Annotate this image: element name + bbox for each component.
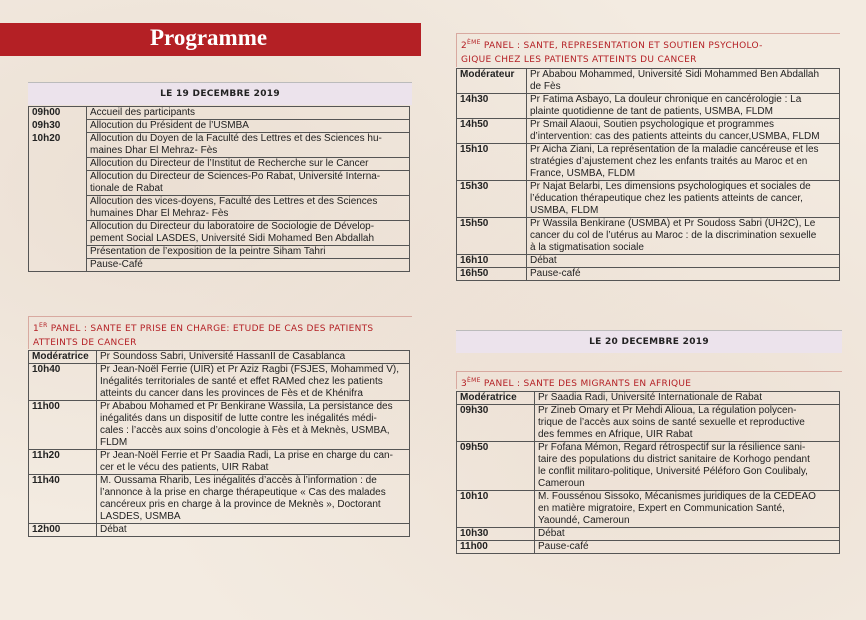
row-description: Allocution des vices-doyens, Faculté des Lettres et des Sciences humaines Dhar El Mehraz- Fès [87,196,410,221]
row-description: Pr Zineb Omary et Pr Mehdi Alioua, La régulation polycen- trique de l’accès aux soins de santé sexuelle et reproductive des femmes en Afrique, UIR Rabat [535,405,840,442]
row-time: 11h00 [457,541,535,554]
row-description: Pr Wassila Benkirane (USMBA) et Pr Soudoss Sabri (UH2C), Le cancer du col de l’utérus au Maroc : de la discrimination sexuelle à la stigmatisation sociale [527,218,840,255]
row-time: 09h50 [457,442,535,491]
schedule-row [29,259,410,272]
panel1-table [28,350,410,537]
row-description: Allocution du Doyen de la Faculté des Lettres et des Sciences hu- maines Dhar El Mehraz- Fès [87,133,410,158]
schedule-row [457,69,840,94]
row-time: 09h30 [29,120,87,133]
schedule-row [457,541,840,554]
row-description: Pause-café [535,541,840,554]
row-time: 16h50 [457,268,527,281]
day1-header: LE 19 DECEMBRE 2019 [28,82,412,105]
row-time: 12h00 [29,524,97,537]
row-time: 10h40 [29,364,97,401]
schedule-row [29,364,410,401]
schedule-row [457,94,840,119]
row-description: Débat [97,524,410,537]
row-description: Allocution du Directeur de l’Institut de Recherche sur le Cancer [87,158,410,171]
schedule-row [457,119,840,144]
row-time: 10h30 [457,528,535,541]
schedule-row [457,528,840,541]
row-time [29,246,87,259]
row-time: 11h20 [29,450,97,475]
row-description: Débat [535,528,840,541]
schedule-row [457,144,840,181]
row-description: Pr Fofana Mémon, Regard rétrospectif sur la résilience sani- taire des populations du district sanitaire de Korhogo pendant le conflit militaro-politique, Université Péléforo Gon Coulibaly, Cameroun [535,442,840,491]
panel2-table [456,68,840,281]
row-description: Débat [527,255,840,268]
row-time: 11h40 [29,475,97,524]
schedule-row [29,475,410,524]
row-description: Pr Fatima Asbayo, La douleur chronique en cancérologie : La plainte quotidienne de tant de patients, USMBA, FLDM [527,94,840,119]
row-time: 10h20 [29,133,87,158]
row-description: Pr Ababou Mohammed, Université Sidi Mohammed Ben Abdallah de Fès [527,69,840,94]
panel2-title: 2ÈME PANEL : SANTE, REPRESENTATION ET SOUTIEN PSYCHOLO- GIQUE CHEZ LES PATIENTS ATTEINTS DU CANCER [456,33,840,67]
row-description: Pause-Café [87,259,410,272]
panel3-title: 3ÈME PANEL : SANTE DES MIGRANTS EN AFRIQUE [456,371,842,389]
row-description: M. Oussama Rharib, Les inégalités d’accès à l’information : de l’annonce à la prise en charge thérapeutique « Cas des malades cancéreux pris en charge à la province de Meknès », Doctorant LASDES, USMBA [97,475,410,524]
panel3-table [456,391,840,554]
row-time: 14h50 [457,119,527,144]
row-time: Modérateur [457,69,527,94]
schedule-row [457,392,840,405]
row-description: Allocution du Président de l’USMBA [87,120,410,133]
row-time [29,221,87,246]
row-time: Modératrice [29,351,97,364]
schedule-row [29,196,410,221]
row-time: 09h30 [457,405,535,442]
row-description: Pr Jean-Noël Ferrie (UIR) et Pr Aziz Ragbi (FSJES, Mohammed V), Inégalités territoriales de santé et effet RAMed chez les patients atteints du cancer dans les provinces de Fès et de Khénifra [97,364,410,401]
schedule-row [29,524,410,537]
row-time [29,259,87,272]
row-time [29,196,87,221]
schedule-row [29,221,410,246]
row-description: Pr Smail Alaoui, Soutien psychologique et programmes d’intervention: cas des patients atteints du cancer,USMBA, FLDM [527,119,840,144]
schedule-row [457,268,840,281]
row-description: Pr Ababou Mohamed et Pr Benkirane Wassila, La persistance des inégalités dans un dispositif de lutte contre les inégalités médi- cales : l’accès aux soins d’oncologie à Fès et à Meknès, USMBA, FLDM [97,401,410,450]
row-description: Pr Jean-Noël Ferrie et Pr Saadia Radi, La prise en charge du can- cer et le vécu des patients, UIR Rabat [97,450,410,475]
schedule-row [29,401,410,450]
row-description: Allocution du Directeur du laboratoire de Sociologie de Dévelop- pement Social LASDES, Université Sidi Mohamed Ben Abdallah [87,221,410,246]
schedule-row [29,450,410,475]
schedule-row [29,120,410,133]
schedule-row [29,107,410,120]
row-description: Pr Aicha Ziani, La représentation de la maladie cancéreuse et les stratégies d’ajustement chez les enfants traités au Maroc et en France, USMBA, FLDM [527,144,840,181]
row-time: 16h10 [457,255,527,268]
day2-header: LE 20 DECEMBRE 2019 [456,330,842,353]
row-time: 14h30 [457,94,527,119]
schedule-row [29,171,410,196]
schedule-row [457,405,840,442]
programme-banner [0,23,421,56]
row-description: M. Fousséno​u Sissoko, Mécanismes juridiques de la CEDEAO en matière migratoire, Expert en Communication Santé, Yaoundé, Cameroun [535,491,840,528]
row-description: Pause-café [527,268,840,281]
row-description: Présentation de l’exposition de la peintre Siham Tahri [87,246,410,259]
row-time: 15h10 [457,144,527,181]
row-time: 15h50 [457,218,527,255]
schedule-row [29,158,410,171]
schedule-row [29,246,410,259]
schedule-row [457,255,840,268]
row-time: 15h30 [457,181,527,218]
row-time [29,171,87,196]
row-description: Allocution du Directeur de Sciences-Po Rabat, Université Interna- tionale de Rabat [87,171,410,196]
row-time: 11h00 [29,401,97,450]
row-description: Pr Saadia Radi, Université Internationale de Rabat [535,392,840,405]
row-description: Pr Soundoss Sabri, Université HassanII de Casablanca [97,351,410,364]
row-time: Modératrice [457,392,535,405]
schedule-row [457,181,840,218]
schedule-row [29,133,410,158]
row-description: Accueil des participants [87,107,410,120]
schedule-row [457,491,840,528]
schedule-row [457,442,840,491]
schedule-row [29,351,410,364]
schedule-row [457,218,840,255]
row-time [29,158,87,171]
row-time: 10h10 [457,491,535,528]
day1-table [28,106,410,272]
page-title: Programme [150,25,268,50]
panel1-title: 1ER PANEL : SANTE ET PRISE EN CHARGE: ETUDE DE CAS DES PATIENTS ATTEINTS DE CANCER [28,316,412,349]
row-time: 09h00 [29,107,87,120]
row-description: Pr Najat Belarbi, Les dimensions psychologiques et sociales de l’éducation thérapeutique chez les patients atteints de cancer, USMBA, FLDM [527,181,840,218]
